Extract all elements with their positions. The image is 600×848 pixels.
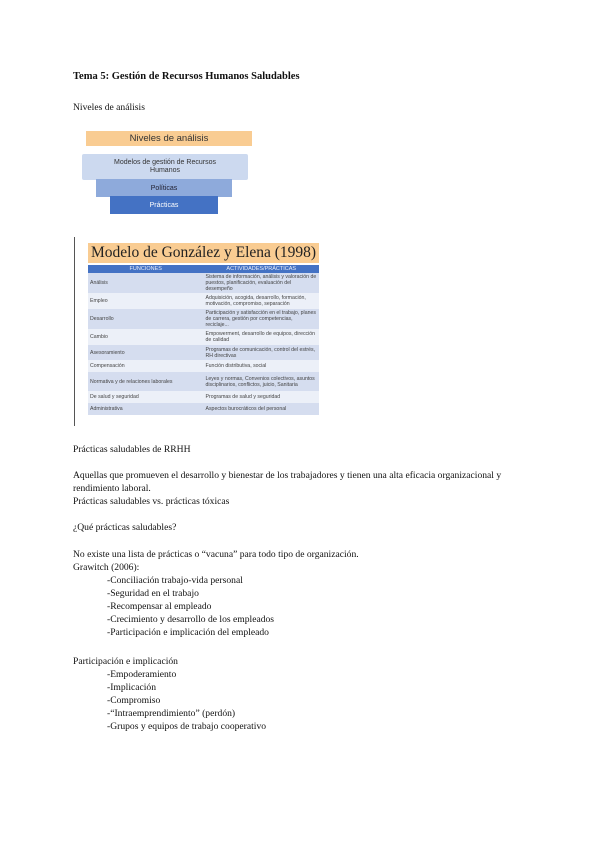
table-row <box>88 391 319 403</box>
table-row <box>88 345 319 360</box>
function-cell: Cambio <box>88 329 204 345</box>
gonzalez-elena-model-figure <box>74 237 323 426</box>
definition-line-2: rendimiento laboral. <box>73 483 151 494</box>
table-row <box>88 403 319 415</box>
definition-line-1: Aquellas que promueven el desarrollo y bienestar de los trabajadores y tienen una alta eficacia organizacional y <box>73 470 502 481</box>
table-row <box>88 372 319 391</box>
no-list-line: No existe una lista de prácticas o “vacuna” para todo tipo de organización. <box>73 549 359 560</box>
page-title: Tema 5: Gestión de Recursos Humanos Saludables <box>73 71 300 82</box>
question-line: ¿Qué prácticas saludables? <box>73 522 177 533</box>
activities-cell: Leyes y normas, Convenios colectivos, asuntos disciplinarios, conflictos, juicio, Sanitaria <box>204 372 320 391</box>
col-actividades-header: ACTIVIDADES/PRÁCTICAS <box>204 265 320 273</box>
list-item: -Participación e implicación del empleado <box>107 627 269 638</box>
activities-cell: Programas de salud y seguridad <box>204 391 320 403</box>
activities-cell: Programas de comunicación, control del estrés, RH directivas <box>204 345 320 360</box>
vs-line: Prácticas saludables vs. prácticas tóxicas <box>73 496 230 507</box>
participacion-list <box>107 668 266 733</box>
function-cell: De salud y seguridad <box>88 391 204 403</box>
practicas-heading: Prácticas saludables de RRHH <box>73 444 191 455</box>
niveles-heading: Niveles de análisis <box>73 102 145 113</box>
pyramid-level-politicas: Políticas <box>96 179 232 197</box>
function-cell: Asesoramiento <box>88 345 204 360</box>
function-cell: Normativa y de relaciones laborales <box>88 372 204 391</box>
activities-cell: Adquisición, acogida, desarrollo, formación, motivación, compromiso, separación <box>204 293 320 309</box>
table-row <box>88 360 319 372</box>
pyramid-level-practicas: Prácticas <box>110 196 218 214</box>
table-row <box>88 329 319 345</box>
grawitch-list <box>107 574 274 639</box>
activities-cell: Participación y satisfacción en el trabajo, planes de carrera, gestión por competencias, reciclaje... <box>204 309 320 329</box>
grawitch-label: Grawitch (2006): <box>73 562 140 573</box>
figure-left-border <box>74 237 75 426</box>
table-row <box>88 309 319 329</box>
function-cell: Administrativa <box>88 403 204 415</box>
pyramid-level-title: Niveles de análisis <box>86 131 252 146</box>
levels-pyramid-diagram <box>82 131 252 217</box>
model-title: Modelo de González y Elena (1998) <box>88 243 319 263</box>
participacion-heading: Participación e implicación <box>73 656 178 667</box>
model-table <box>88 265 319 415</box>
list-item: -Recompensar al empleado <box>107 601 212 612</box>
activities-cell: Empowerment, desarrollo de equipos, dirección de calidad <box>204 329 320 345</box>
list-item: -Compromiso <box>107 695 161 706</box>
function-cell: Empleo <box>88 293 204 309</box>
function-cell: Compensación <box>88 360 204 372</box>
function-cell: Análisis <box>88 273 204 293</box>
activities-cell: Función distributiva, social <box>204 360 320 372</box>
activities-cell: Sistema de información, análisis y valoración de puestos, planificación, evaluación del desempeño <box>204 273 320 293</box>
list-item: -Implicación <box>107 682 157 693</box>
function-cell: Desarrollo <box>88 309 204 329</box>
pyramid-level-modelos: Modelos de gestión de Recursos Humanos <box>82 154 248 180</box>
list-item: -Conciliación trabajo-vida personal <box>107 575 243 586</box>
activities-cell: Aspectos burocráticos del personal <box>204 403 320 415</box>
list-item: -“Intraemprendimiento” (perdón) <box>107 708 236 719</box>
list-item: -Crecimiento y desarrollo de los empleados <box>107 614 275 625</box>
list-item: -Grupos y equipos de trabajo cooperativo <box>107 721 267 732</box>
list-item: -Seguridad en el trabajo <box>107 588 199 599</box>
table-row <box>88 293 319 309</box>
col-funciones-header: FUNCIONES <box>88 265 204 273</box>
list-item: -Empoderamiento <box>107 669 177 680</box>
table-row <box>88 273 319 293</box>
